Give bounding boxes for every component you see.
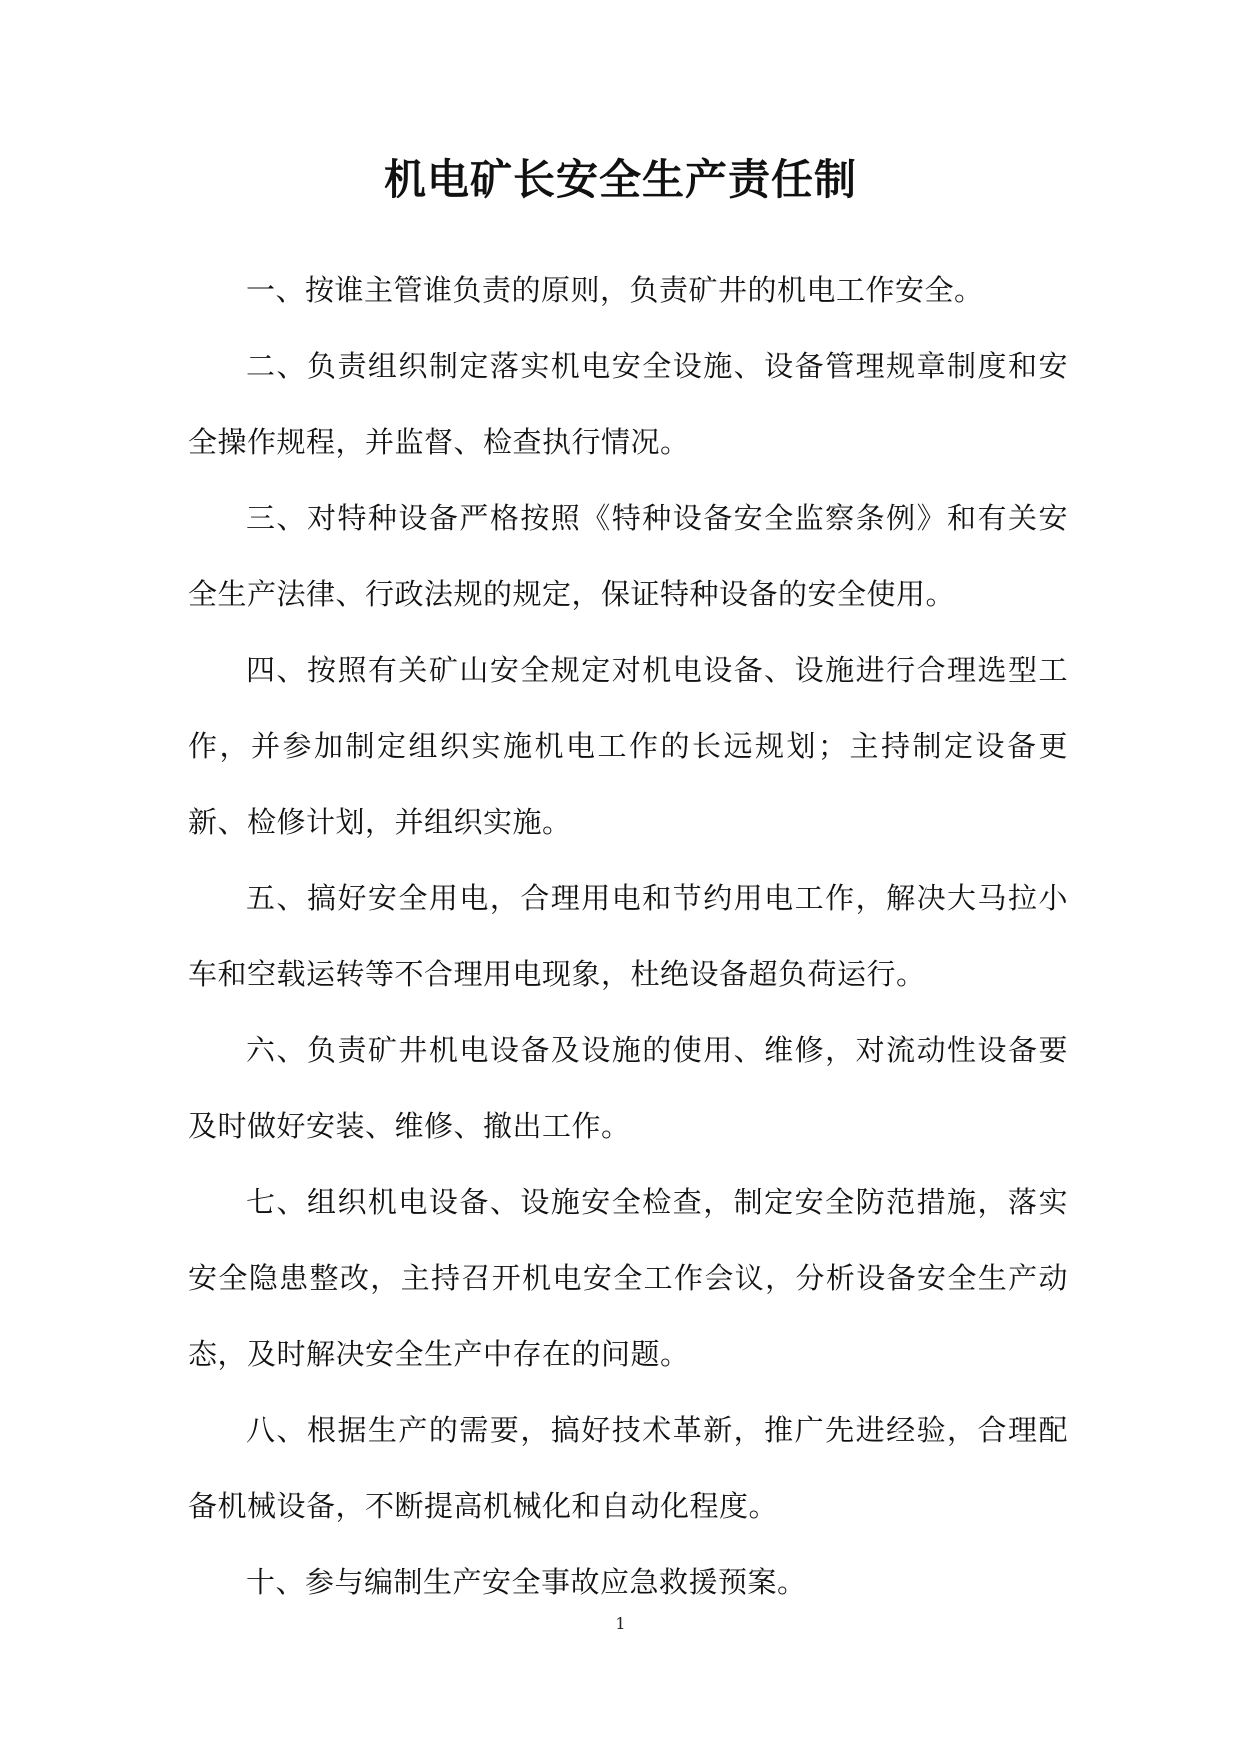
paragraph-2: 二、负责组织制定落实机电安全设施、设备管理规章制度和安全操作规程，并监督、检查执行情况。 [188,349,1068,459]
paragraph-7: 七、组织机电设备、设施安全检查，制定安全防范措施，落实安全隐患整改，主持召开机电安全工作会议，分析设备安全生产动态，及时解决安全生产中存在的问题。 [188,1185,1068,1371]
paragraph-3: 三、对特种设备严格按照《特种设备安全监察条例》和有关安全生产法律、行政法规的规定，保证特种设备的安全使用。 [188,501,1068,611]
document-body [188,252,1068,1620]
page-number: 1 [615,1614,626,1633]
document-title: 机电矿长安全生产责任制 [383,155,857,204]
paragraph-5: 五、搞好安全用电，合理用电和节约用电工作，解决大马拉小车和空载运转等不合理用电现象，杜绝设备超负荷运行。 [188,881,1068,991]
paragraph-1: 一、按谁主管谁负责的原则，负责矿井的机电工作安全。 [246,273,984,307]
paragraph-8: 八、根据生产的需要，搞好技术革新，推广先进经验，合理配备机械设备，不断提高机械化和自动化程度。 [188,1413,1068,1523]
paragraph-4: 四、按照有关矿山安全规定对机电设备、设施进行合理选型工作，并参加制定组织实施机电工作的长远规划；主持制定设备更新、检修计划，并组织实施。 [188,653,1068,839]
paragraph-10: 十、参与编制生产安全事故应急救援预案。 [246,1565,807,1599]
paragraph-6: 六、负责矿井机电设备及设施的使用、维修，对流动性设备要及时做好安装、维修、撤出工作。 [188,1033,1068,1143]
